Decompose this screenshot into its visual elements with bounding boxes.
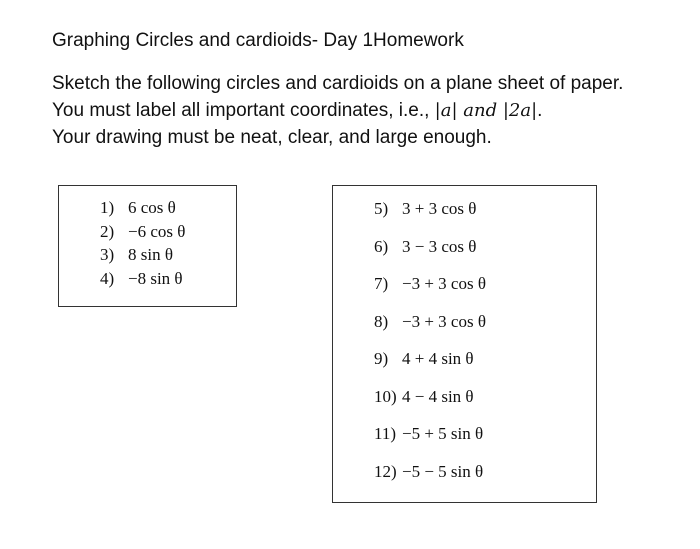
list-item [374, 382, 486, 420]
item-expression: 8 sin θ [128, 245, 173, 264]
item-expression: −8 sin θ [128, 268, 183, 288]
instructions [52, 70, 623, 151]
item-number: 3) [100, 245, 115, 264]
item-expression: 4 − 4 sin θ [402, 386, 474, 406]
item-number: 6) [374, 236, 389, 256]
instruction-line-2 [52, 97, 623, 124]
item-number: 12) [374, 461, 397, 481]
page-title: Graphing Circles and cardioids- Day 1Homework [52, 30, 464, 51]
item-number: 5) [374, 199, 389, 218]
circles-box [58, 185, 237, 307]
item-number: 10) [374, 386, 397, 406]
cardioids-box [332, 185, 597, 503]
item-expression: 6 cos θ [128, 198, 176, 217]
list-item [374, 269, 486, 307]
cardioids-list [374, 194, 486, 494]
list-item [100, 220, 185, 244]
item-expression: 3 + 3 cos θ [402, 199, 477, 218]
item-expression: 3 − 3 cos θ [402, 236, 477, 256]
list-item [374, 194, 486, 232]
item-expression: −3 + 3 cos θ [402, 274, 486, 293]
instruction-math: |a| and |2a| [434, 100, 538, 121]
list-item [374, 307, 486, 345]
circles-list [100, 196, 185, 290]
item-number: 8) [374, 311, 389, 331]
item-expression: −3 + 3 cos θ [402, 311, 486, 331]
list-item [100, 196, 185, 220]
item-expression: −5 + 5 sin θ [402, 424, 484, 443]
list-item [374, 419, 486, 457]
item-expression: −5 − 5 sin θ [402, 461, 484, 481]
list-item [100, 267, 185, 291]
item-number: 7) [374, 274, 389, 293]
item-number: 1) [100, 198, 115, 217]
instruction-line-1: Sketch the following circles and cardioids on a plane sheet of paper. [52, 73, 624, 94]
list-item [374, 457, 486, 495]
item-number: 4) [100, 268, 115, 288]
instruction-line-3: Your drawing must be neat, clear, and large enough. [52, 127, 492, 148]
item-number: 9) [374, 349, 389, 368]
instruction-line-2-suffix: . [537, 100, 543, 121]
list-item [374, 344, 486, 382]
item-expression: −6 cos θ [128, 221, 186, 241]
list-item [374, 232, 486, 270]
item-expression: 4 + 4 sin θ [402, 349, 474, 368]
list-item [100, 243, 185, 267]
item-number: 11) [374, 424, 397, 443]
instruction-line-2-prefix: You must label all important coordinates, i.e., [52, 100, 435, 121]
item-number: 2) [100, 221, 115, 241]
